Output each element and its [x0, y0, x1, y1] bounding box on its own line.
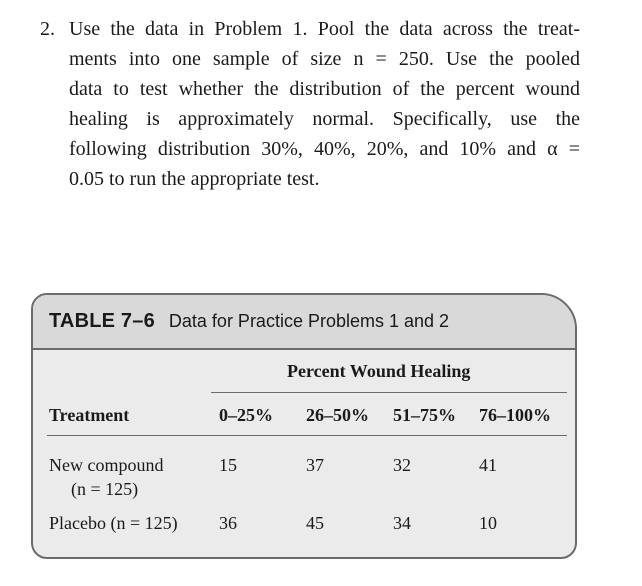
table-cell: 41 [479, 455, 497, 475]
problem-line: 0.05 to run the appropriate test. [69, 168, 320, 190]
row-label: Placebo (n = 125) [49, 513, 178, 533]
table-cell: 10 [479, 513, 497, 533]
column-header: 76–100% [479, 405, 551, 425]
table-cell: 15 [219, 455, 237, 475]
group-heading-rule [211, 392, 567, 393]
row-header: Treatment [49, 405, 130, 425]
column-header: 0–25% [219, 405, 273, 425]
problem-number: 2. [40, 18, 55, 40]
table-header [33, 295, 575, 350]
header-rule [47, 435, 567, 436]
problem-line: ments into one sample of size n = 250. Use the pooled [69, 48, 580, 70]
data-table [31, 293, 577, 559]
column-header: 51–75% [393, 405, 456, 425]
column-group-heading: Percent Wound Healing [287, 361, 471, 381]
problem-line: following distribution 30%, 40%, 20%, and 10% and α = [69, 138, 580, 160]
row-label [49, 453, 163, 501]
problem-line: data to test whether the distribution of the percent wound [69, 78, 580, 100]
column-header: 26–50% [306, 405, 369, 425]
row-label-line: (n = 125) [71, 479, 139, 499]
table-cell: 32 [393, 455, 411, 475]
row-label-line: New compound [49, 455, 164, 475]
table-label: TABLE 7–6 [49, 310, 155, 332]
table-cell: 34 [393, 513, 411, 533]
problem-text [69, 14, 580, 194]
problem-statement [40, 14, 580, 194]
table-cell: 45 [306, 513, 324, 533]
table-cell: 36 [219, 513, 237, 533]
table-cell: 37 [306, 455, 324, 475]
problem-line: Use the data in Problem 1. Pool the data across the treat- [69, 18, 580, 40]
problem-line: healing is approximately normal. Specifically, use the [69, 108, 580, 130]
table-caption: Data for Practice Problems 1 and 2 [168, 311, 450, 331]
